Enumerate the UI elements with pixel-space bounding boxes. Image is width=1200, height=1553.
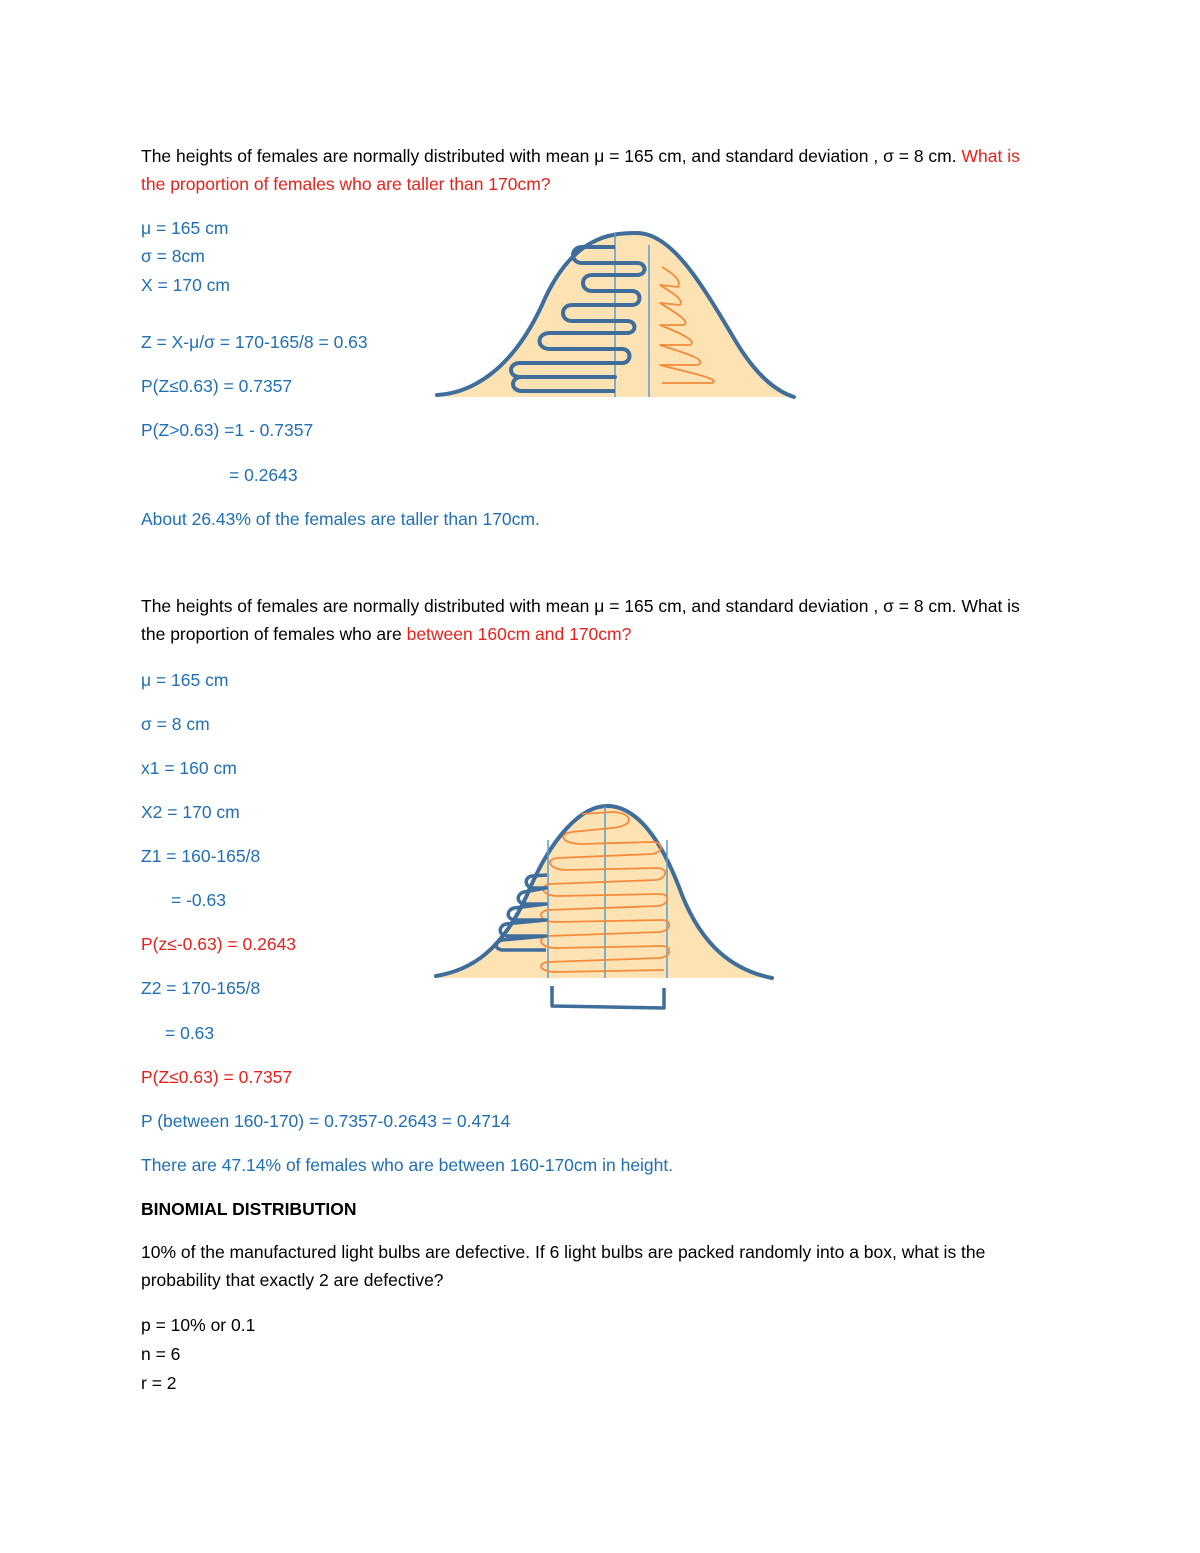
s2-p-z2: P(Z≤0.63) = 0.7357 (141, 1067, 293, 1087)
s1-z: Z = X-μ/σ = 170-165/8 = 0.63 (141, 332, 368, 352)
s2-p-z1: P(z≤-0.63) = 0.2643 (141, 934, 297, 954)
s2-mu: μ = 165 cm (141, 670, 229, 690)
s1-p-gt: P(Z>0.63) =1 - 0.7357 (141, 420, 314, 440)
s2-p-between: P (between 160-170) = 0.7357-0.2643 = 0.4714 (141, 1111, 511, 1131)
s2-x1: x1 = 160 cm (141, 758, 237, 778)
s1-p-gt-result: = 0.2643 (229, 465, 298, 485)
s2-sigma: σ = 8 cm (141, 714, 210, 734)
binomial-n: n = 6 (141, 1344, 181, 1364)
s1-sigma: σ = 8cm (141, 246, 205, 266)
question-1 (141, 142, 1041, 198)
s1-x: X = 170 cm (141, 275, 231, 295)
binomial-question: 10% of the manufactured light bulbs are defective. If 6 light bulbs are packed randomly into a box, what is the probability that exactly 2 are defective? (141, 1242, 986, 1290)
question-2 (141, 592, 1041, 648)
s2-z2-result: = 0.63 (165, 1023, 215, 1043)
question-1-text: The heights of females are normally distributed with mean μ = 165 cm, and standard deviation , σ = 8 cm. (141, 146, 957, 166)
s2-x2: X2 = 170 cm (141, 802, 240, 822)
normal-curve-sketch-1 (432, 225, 798, 403)
question-2-highlight: between 160cm and 170cm? (406, 624, 632, 644)
s1-mu: μ = 165 cm (141, 218, 229, 238)
s2-z1: Z1 = 160-165/8 (141, 846, 261, 866)
s2-z1-result: = -0.63 (171, 890, 226, 910)
binomial-heading: BINOMIAL DISTRIBUTION (141, 1199, 357, 1219)
question-1-highlight: What is the proportion of females who are taller than 170cm? (141, 146, 1020, 194)
binomial-r: r = 2 (141, 1373, 177, 1393)
normal-curve-sketch-2 (432, 800, 778, 1015)
question-2-text: The heights of females are normally distributed with mean μ = 165 cm, and standard deviation , σ = 8 cm. What is the proportion of females who are (141, 596, 1020, 644)
s2-conclusion: There are 47.14% of females who are between 160-170cm in height. (141, 1155, 674, 1175)
s2-z2: Z2 = 170-165/8 (141, 978, 261, 998)
s1-p-le: P(Z≤0.63) = 0.7357 (141, 376, 293, 396)
range-bracket-2 (552, 986, 664, 1008)
s1-conclusion: About 26.43% of the females are taller than 170cm. (141, 509, 540, 529)
binomial-p: p = 10% or 0.1 (141, 1315, 256, 1335)
